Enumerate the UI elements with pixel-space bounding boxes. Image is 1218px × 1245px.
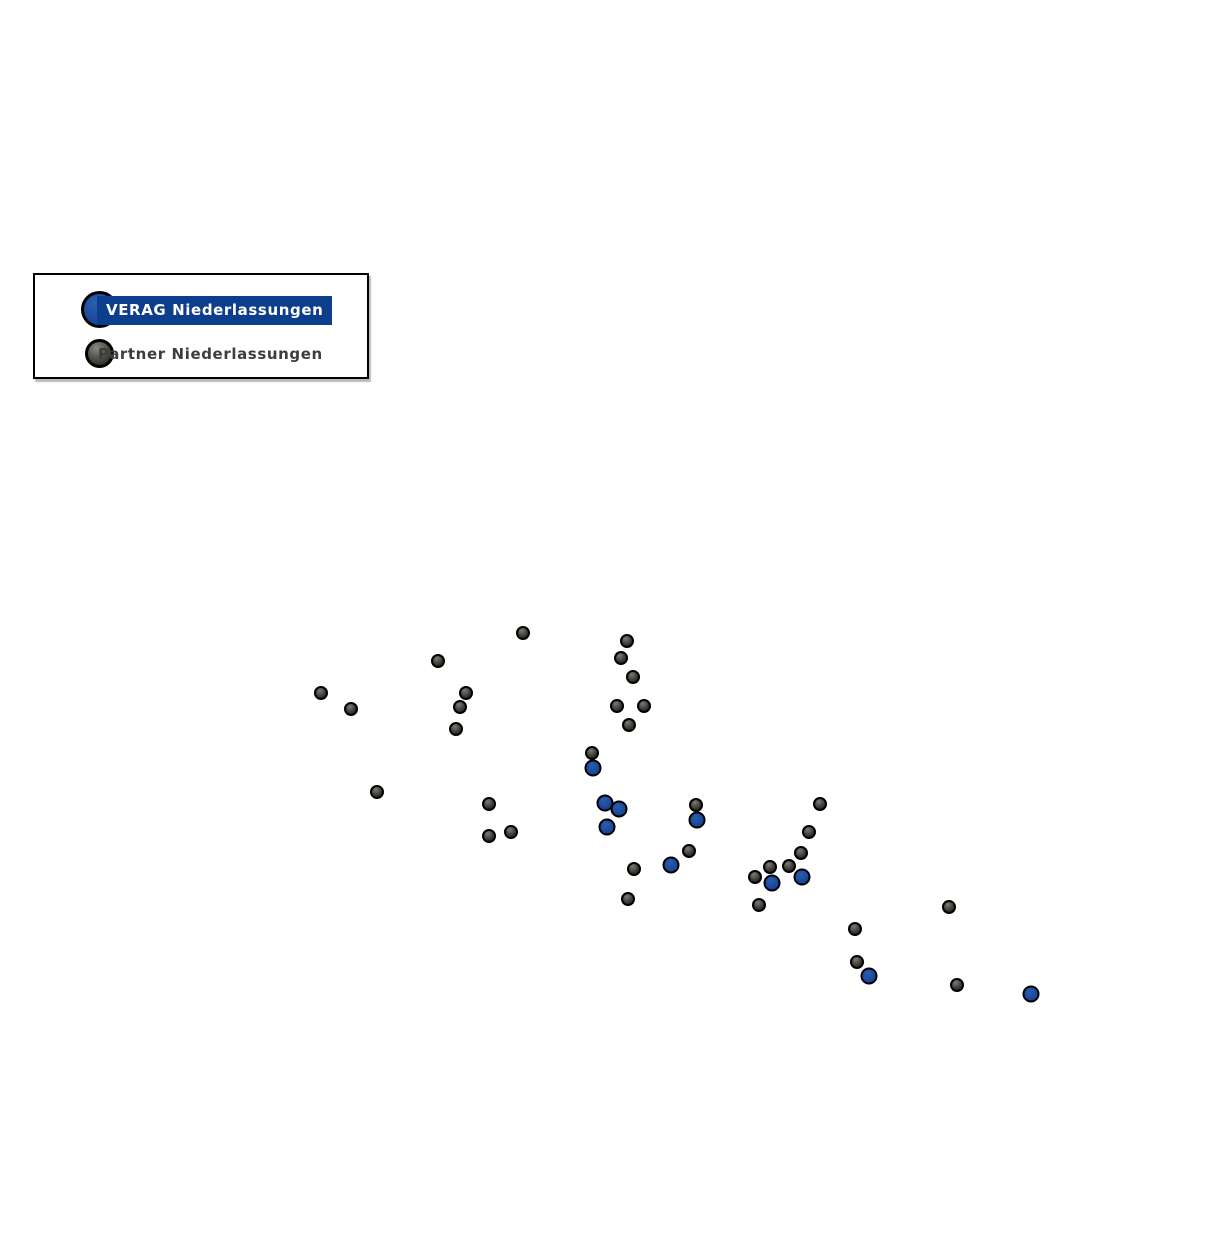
legend-label-partner: Partner Niederlassungen: [98, 345, 323, 363]
partner-marker[interactable]: [585, 746, 599, 760]
partner-marker[interactable]: [504, 825, 518, 839]
partner-marker[interactable]: [453, 700, 467, 714]
partner-marker[interactable]: [621, 892, 635, 906]
partner-marker[interactable]: [620, 634, 634, 648]
partner-marker[interactable]: [482, 797, 496, 811]
verag-marker[interactable]: [599, 819, 616, 836]
partner-marker[interactable]: [950, 978, 964, 992]
partner-marker[interactable]: [763, 860, 777, 874]
partner-marker[interactable]: [794, 846, 808, 860]
partner-marker[interactable]: [752, 898, 766, 912]
verag-marker[interactable]: [585, 760, 602, 777]
partner-marker[interactable]: [802, 825, 816, 839]
partner-marker[interactable]: [614, 651, 628, 665]
partner-marker[interactable]: [459, 686, 473, 700]
verag-marker[interactable]: [794, 869, 811, 886]
partner-marker[interactable]: [637, 699, 651, 713]
partner-marker[interactable]: [942, 900, 956, 914]
partner-marker[interactable]: [626, 670, 640, 684]
verag-marker[interactable]: [1023, 986, 1040, 1003]
partner-marker[interactable]: [689, 798, 703, 812]
verag-marker[interactable]: [663, 857, 680, 874]
partner-marker[interactable]: [516, 626, 530, 640]
partner-marker[interactable]: [449, 722, 463, 736]
partner-marker[interactable]: [813, 797, 827, 811]
legend-label-verag: VERAG Niederlassungen: [97, 296, 332, 325]
partner-marker[interactable]: [344, 702, 358, 716]
partner-marker[interactable]: [682, 844, 696, 858]
partner-marker[interactable]: [848, 922, 862, 936]
partner-marker[interactable]: [622, 718, 636, 732]
partner-marker[interactable]: [627, 862, 641, 876]
partner-marker[interactable]: [431, 654, 445, 668]
partner-marker[interactable]: [314, 686, 328, 700]
partner-marker[interactable]: [482, 829, 496, 843]
verag-marker[interactable]: [764, 875, 781, 892]
partner-marker[interactable]: [370, 785, 384, 799]
verag-marker[interactable]: [597, 795, 614, 812]
partner-marker[interactable]: [748, 870, 762, 884]
verag-marker[interactable]: [689, 812, 706, 829]
partner-marker[interactable]: [782, 859, 796, 873]
partner-marker[interactable]: [850, 955, 864, 969]
partner-marker[interactable]: [610, 699, 624, 713]
verag-marker[interactable]: [861, 968, 878, 985]
legend: [33, 273, 369, 379]
